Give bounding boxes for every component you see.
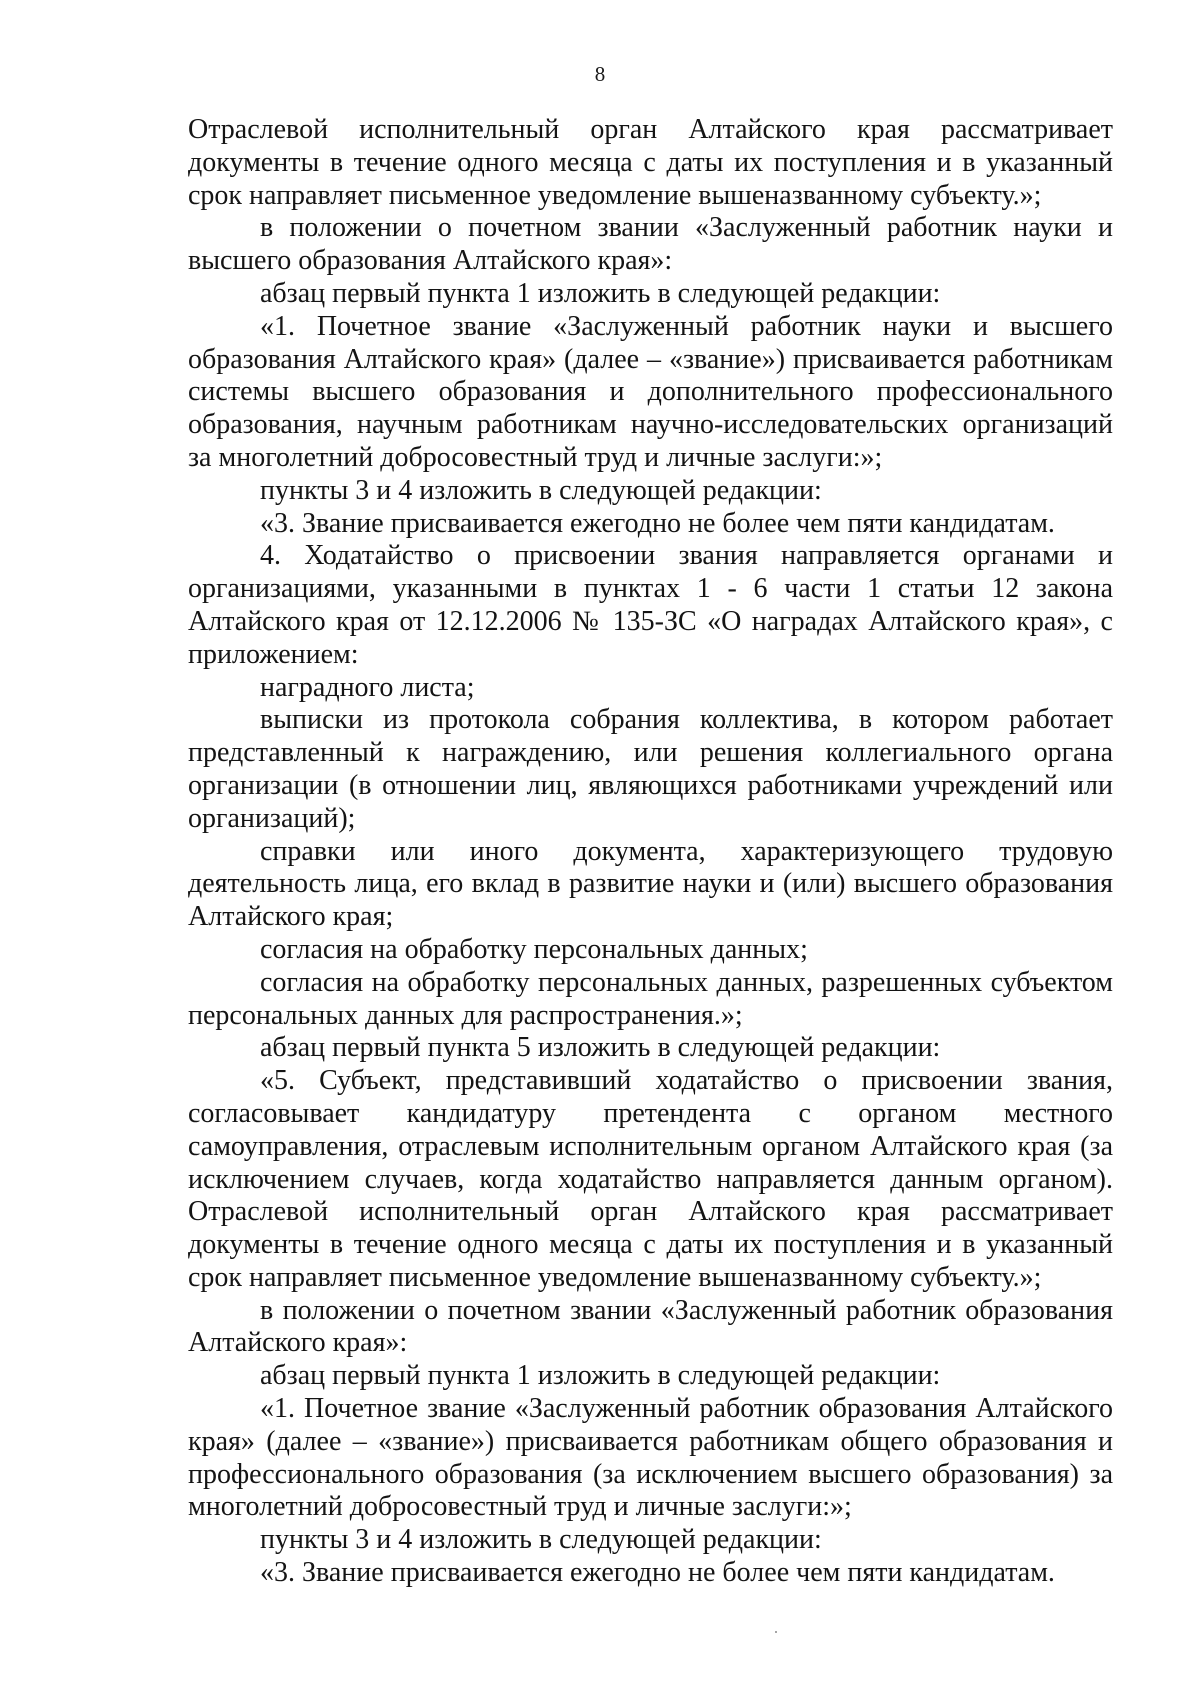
paragraph: справки или иного документа, характеризующего трудовую деятельность лица, его вклад в развитие науки и (или) высшего образования Алтайского края; — [188, 835, 1113, 933]
document-body — [188, 114, 1113, 1590]
paragraph: наградного листа; — [260, 671, 475, 703]
scan-speck — [775, 1631, 777, 1633]
paragraph: пункты 3 и 4 изложить в следующей редакции: — [260, 1524, 822, 1556]
paragraph: Отраслевой исполнительный орган Алтайского края рассматривает документы в течение одного месяца с даты их поступления и в указанный срок направляет письменное уведомление вышеназванному субъекту.»; — [188, 114, 1113, 211]
paragraph: 4. Ходатайство о присвоении звания направляется органами и организациями, указанными в пунктах 1 - 6 части 1 статьи 12 закона Алтайского края от 12.12.2006 № 135-ЗС «О наградах Алтайского края», с приложением: — [188, 540, 1113, 670]
paragraph: «3. Звание присваивается ежегодно не более чем пяти кандидатам. — [260, 507, 1055, 539]
paragraph: в положении о почетном звании «Заслуженный работник образования Алтайского края»: — [188, 1294, 1113, 1359]
paragraph: абзац первый пункта 1 изложить в следующей редакции: — [260, 1360, 941, 1392]
paragraph: абзац первый пункта 5 изложить в следующей редакции: — [260, 1032, 941, 1064]
page-number: 8 — [594, 62, 606, 86]
paragraph: согласия на обработку персональных данных; — [260, 933, 808, 965]
paragraph: «1. Почетное звание «Заслуженный работник образования Алтайского края» (далее – «звание») присваивается работникам общего образования и профессионального образования (за исключением высшего образования) за многолетний добросовестный труд и личные заслуги:»; — [188, 1393, 1113, 1523]
paragraph: «5. Субъект, представивший ходатайство о присвоении звания, согласовывает кандидатуру претендента с органом местного самоуправления, отраслевым исполнительным органом Алтайского края (за исключением случаев, когда ходатайство направляется данным органом). Отраслевой исполнительный орган Алтайского края рассматривает документы в течение одного месяца с даты их поступления и в указанный срок направляет письменное уведомление вышеназванному субъекту.»; — [188, 1065, 1113, 1293]
paragraph: выписки из протокола собрания коллектива, в котором работает представленный к награждению, или решения коллегиального органа организации (в отношении лиц, являющихся работниками учреждений или организаций); — [188, 704, 1113, 834]
paragraph: «3. Звание присваивается ежегодно не более чем пяти кандидатам. — [260, 1557, 1055, 1589]
paragraph: «1. Почетное звание «Заслуженный работник науки и высшего образования Алтайского края» (далее – «звание») присваивается работникам системы высшего образования и дополнительного профессионального образования, научным работникам научно-исследовательских организаций за многолетний добросовестный труд и личные заслуги:»; — [188, 310, 1113, 473]
paragraph: согласия на обработку персональных данных, разрешенных субъектом персональных данных для распространения.»; — [188, 966, 1113, 1031]
paragraph: пункты 3 и 4 изложить в следующей редакции: — [260, 474, 822, 506]
paragraph: в положении о почетном звании «Заслуженный работник науки и высшего образования Алтайского края»: — [188, 212, 1113, 277]
paragraph: абзац первый пункта 1 изложить в следующей редакции: — [260, 277, 941, 309]
